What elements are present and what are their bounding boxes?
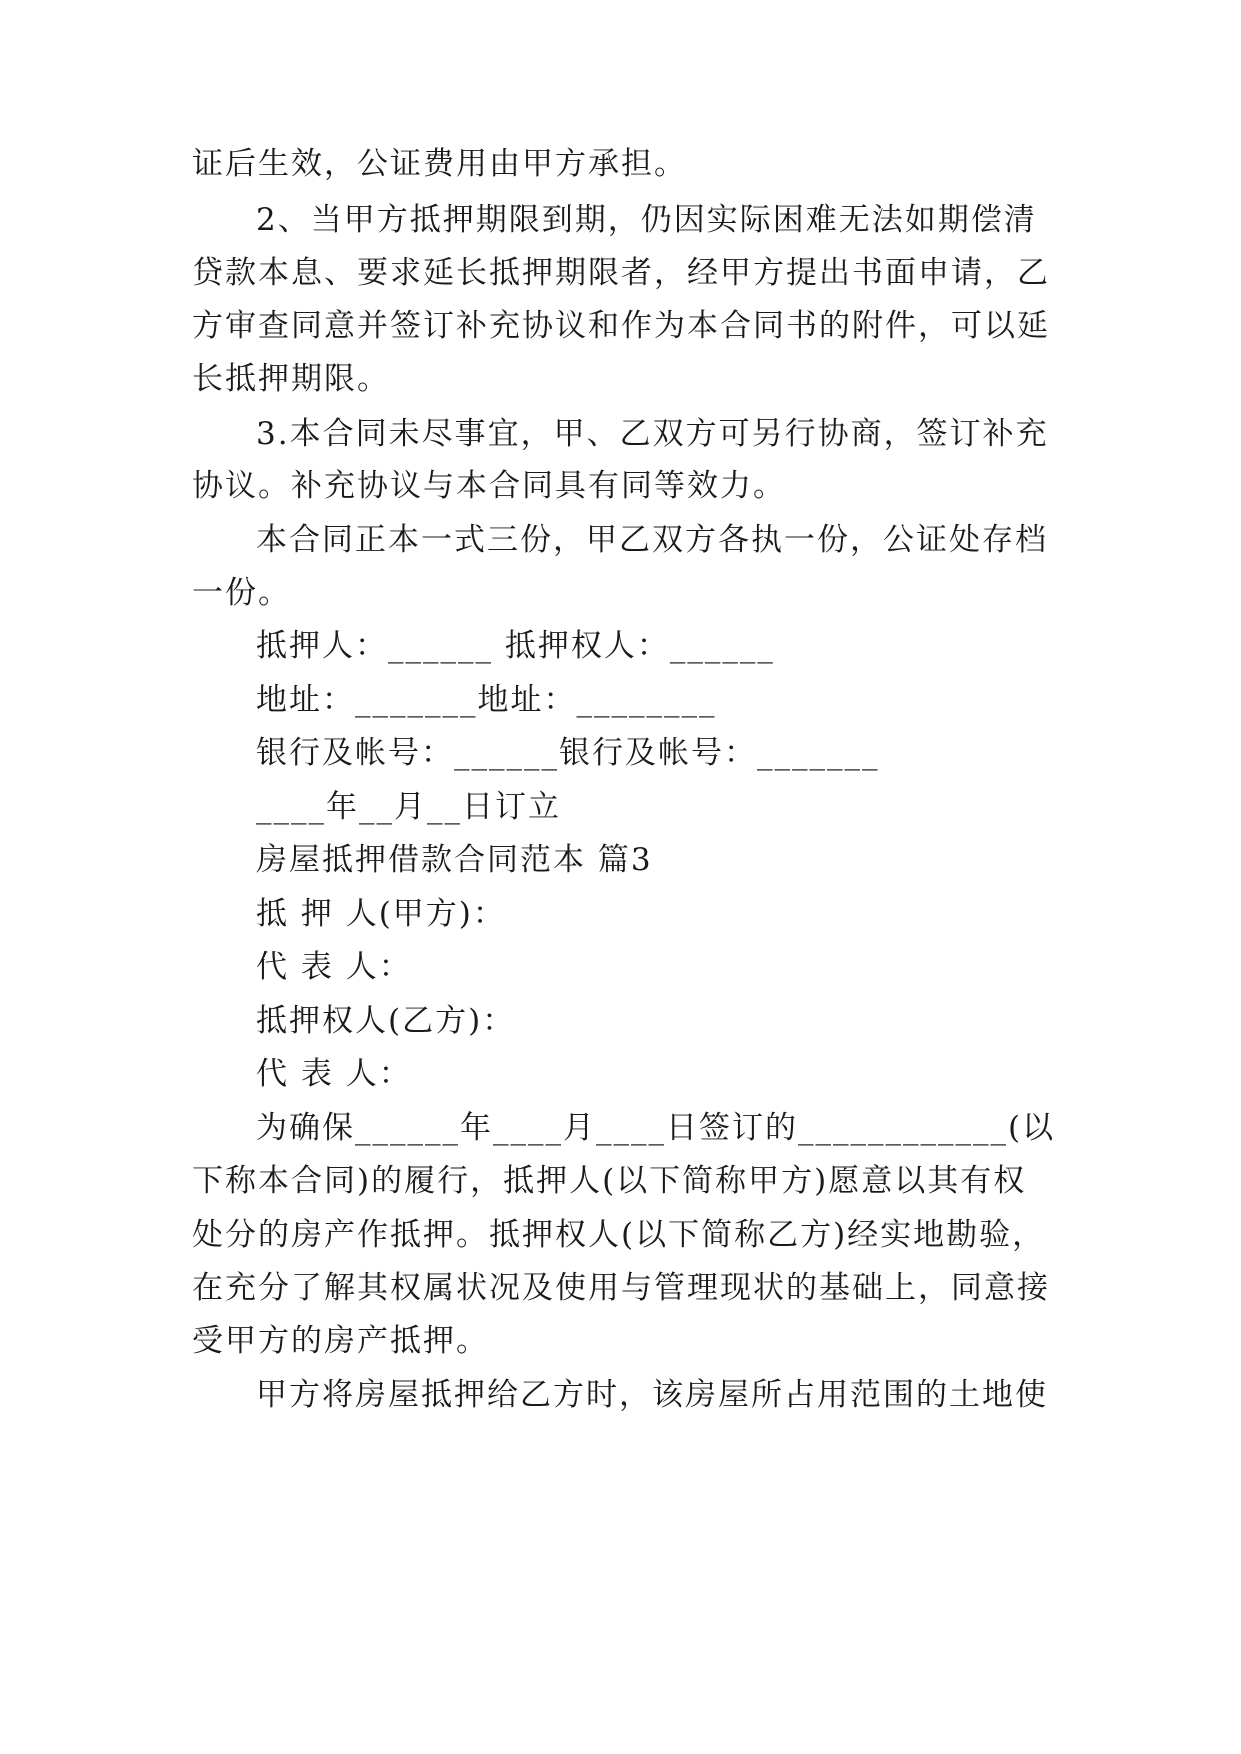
paragraph-line: 协议。补充协议与本合同具有同等效力。: [192, 468, 786, 504]
party-line: 抵押权人(乙方)：: [256, 1003, 516, 1039]
signature-line: 抵押人：______ 抵押权人：______: [256, 628, 775, 664]
address-line: 地址：_______地址：________: [256, 682, 717, 718]
paragraph-line: 本合同正本一式三份，甲乙双方各执一份，公证处存档: [256, 522, 1048, 558]
paragraph-line: 3.本合同未尽事宜，甲、乙双方可另行协商，签订补充: [256, 416, 1049, 452]
paragraph-line: 一份。: [192, 575, 291, 611]
paragraph-line: 在充分了解其权属状况及使用与管理现状的基础上，同意接: [192, 1270, 1050, 1306]
paragraph-line: 证后生效，公证费用由甲方承担。: [192, 146, 687, 182]
date-line: ____年__月__日订立: [256, 789, 561, 825]
paragraph-line: 长抵押期限。: [192, 361, 390, 397]
paragraph-line: 方审查同意并签订补充协议和作为本合同书的附件，可以延: [192, 308, 1050, 344]
paragraph-line: 受甲方的房产抵押。: [192, 1323, 489, 1359]
paragraph-line: 2、当甲方抵押期限到期，仍因实际困难无法如期偿清: [256, 202, 1037, 238]
paragraph-line: 贷款本息、要求延长抵押期限者，经甲方提出书面申请，乙: [192, 255, 1050, 291]
party-line: 代 表 人：: [256, 1056, 412, 1092]
party-line: 代 表 人：: [256, 949, 412, 985]
paragraph-line: 甲方将房屋抵押给乙方时，该房屋所占用范围的土地使: [256, 1377, 1048, 1413]
bank-account-line: 银行及帐号：______银行及帐号：_______: [256, 735, 880, 771]
paragraph-line: 处分的房产作抵押。抵押权人(以下简称乙方)经实地勘验，: [192, 1217, 1046, 1253]
party-line: 抵 押 人(甲方)：: [256, 896, 506, 932]
section-heading: 房屋抵押借款合同范本 篇3: [256, 842, 653, 878]
paragraph-line: 为确保______年____月____日签订的____________(以: [256, 1110, 1056, 1146]
paragraph-line: 下称本合同)的履行，抵押人(以下简称甲方)愿意以其有权: [192, 1163, 1027, 1199]
